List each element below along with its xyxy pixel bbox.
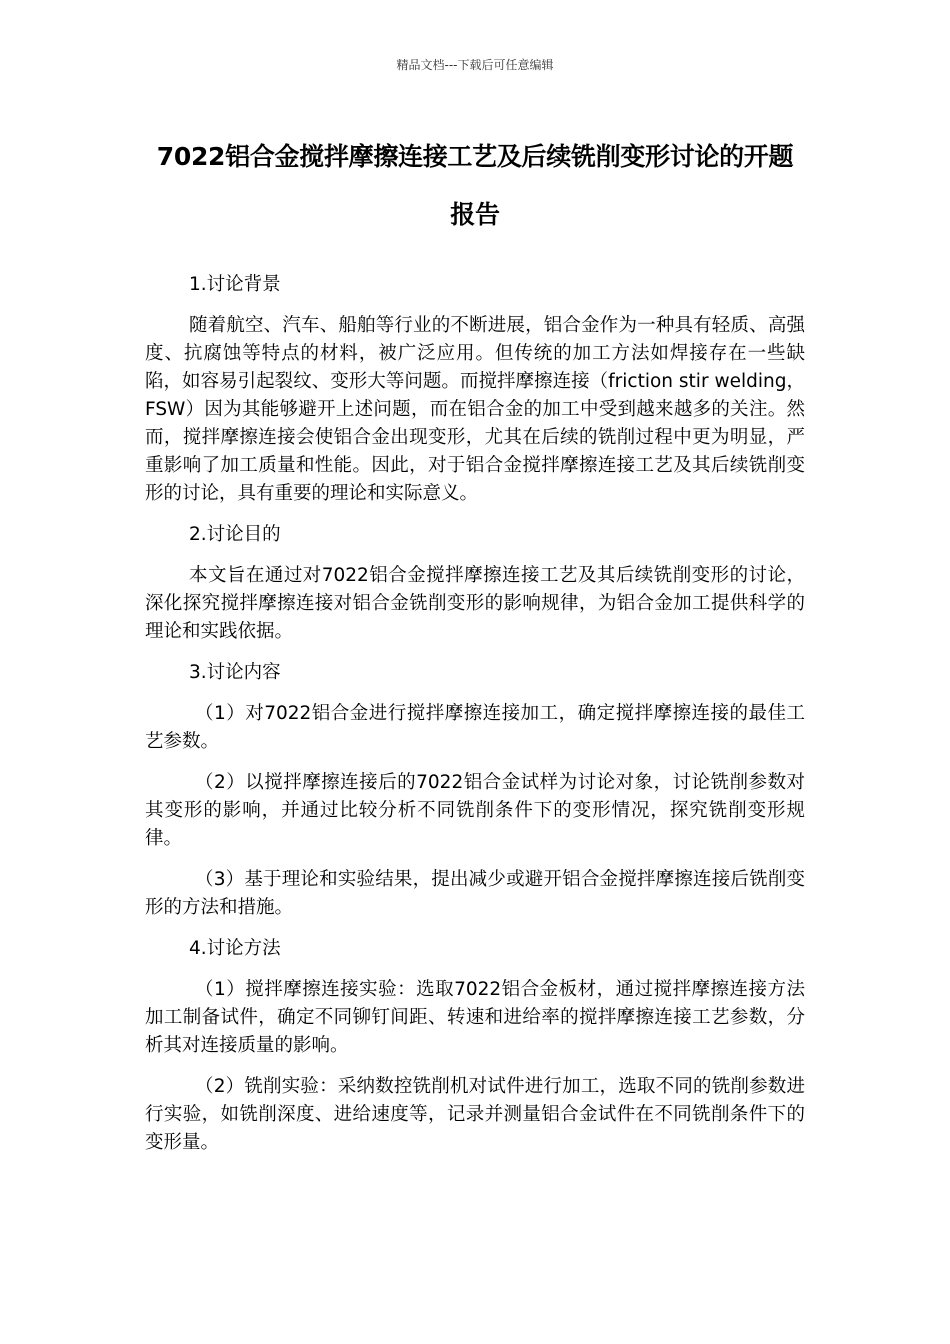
document-body: [145, 271, 805, 1170]
method-item-1: （1）搅拌摩擦连接实验：选取7022铝合金板材，通过搅拌摩擦连接方法加工制备试件，确定不同铆钉间距、转速和进给率的搅拌摩擦连接工艺参数，分析其对连接质量的影响。: [145, 979, 805, 1056]
method-item-2: （2）铣削实验：采纳数控铣削机对试件进行加工，选取不同的铣削参数进行实验，如铣削深度、进给速度等，记录并测量铝合金试件在不同铣削条件下的变形量。: [145, 1076, 805, 1153]
section-heading-content: 3.讨论内容: [189, 662, 281, 683]
section-heading-purpose: 2.讨论目的: [189, 524, 281, 545]
page-header: 精品文档---下载后可任意编辑: [396, 58, 554, 72]
content-item-1: （1）对7022铝合金进行搅拌摩擦连接加工，确定搅拌摩擦连接的最佳工艺参数。: [145, 703, 805, 752]
background-paragraph: 随着航空、汽车、船舶等行业的不断进展，铝合金作为一种具有轻质、高强度、抗腐蚀等特点的材料，被广泛应用。但传统的加工方法如焊接存在一些缺陷，如容易引起裂纹、变形大等问题。而搅拌摩擦连接（friction stir welding，FSW）因为其能够避开上述问题，而在铝合金的加工中受到越来越多的关注。然而，搅拌摩擦连接会使铝合金出现变形，尤其在后续的铣削过程中更为明显，严重影响了加工质量和性能。因此，对于铝合金搅拌摩擦连接工艺及其后续铣削变形的讨论，具有重要的理论和实际意义。: [145, 315, 805, 504]
content-item-2: （2）以搅拌摩擦连接后的7022铝合金试样为讨论对象，讨论铣削参数对其变形的影响，并通过比较分析不同铣削条件下的变形情况，探究铣削变形规律。: [145, 772, 805, 849]
section-heading-method: 4.讨论方法: [189, 938, 281, 959]
content-item-3: （3）基于理论和实验结果，提出减少或避开铝合金搅拌摩擦连接后铣削变形的方法和措施。: [145, 869, 805, 918]
purpose-paragraph: 本文旨在通过对7022铝合金搅拌摩擦连接工艺及其后续铣削变形的讨论，深化探究搅拌摩擦连接对铝合金铣削变形的影响规律，为铝合金加工提供科学的理论和实践依据。: [145, 565, 805, 642]
section-heading-background: 1.讨论背景: [189, 274, 281, 295]
document-title: 7022铝合金搅拌摩擦连接工艺及后续铣削变形讨论的开题报告: [156, 142, 794, 229]
